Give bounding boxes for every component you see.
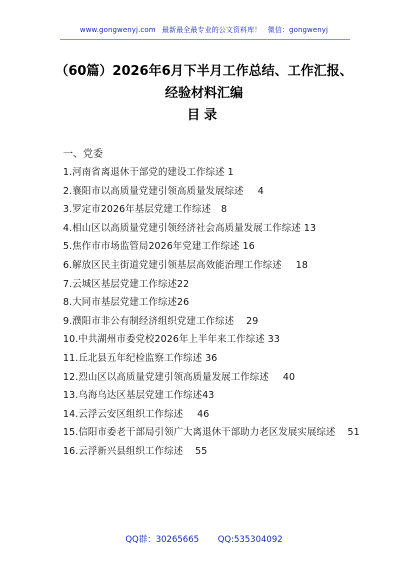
toc-entry-title: 15.信阳市委老干部局引领广大离退休干部助力老区发展实展综述 <box>63 427 336 439</box>
toc-entry-page: 46 <box>197 408 210 420</box>
header-website-link[interactable]: www.gongwenyj.com <box>79 26 156 34</box>
toc-entry[interactable] <box>63 201 383 220</box>
toc-entry[interactable] <box>63 183 383 202</box>
header-wechat: 微信：gongwenyj <box>267 26 329 34</box>
toc-entry[interactable] <box>63 276 383 295</box>
toc-entry[interactable] <box>63 387 383 406</box>
toc-entry[interactable] <box>63 220 383 239</box>
toc-entry-page: 40 <box>282 371 296 383</box>
toc-entry[interactable] <box>63 164 383 183</box>
toc-heading: 目录 <box>186 108 221 123</box>
toc-entry-title: 5.焦作市市场监管局2026年党建工作综述 <box>63 241 240 253</box>
toc-entry-title: 6.解放区民主街道党建引领基层高效能治理工作综述 <box>63 259 282 271</box>
toc-entry-page: 22 <box>177 278 190 290</box>
toc-entry[interactable] <box>63 257 383 276</box>
toc-entry-page: 33 <box>267 334 280 346</box>
toc-entry-page: 18 <box>295 259 309 271</box>
toc-entry-title: 9.濮阳市非公有制经济组织党建工作综述 <box>63 315 235 327</box>
toc-entry-title: 13.乌海乌达区基层党建工作综述 <box>63 390 203 402</box>
toc-entry-page: 13 <box>303 222 317 234</box>
toc-entry[interactable] <box>63 443 383 462</box>
section-heading: 一、党委 <box>63 149 103 160</box>
toc-entry[interactable] <box>63 424 375 443</box>
toc-entry-title: 1.河南省离退休干部党的建设工作综述 <box>63 167 225 178</box>
toc-entry[interactable] <box>63 238 383 257</box>
toc-entry-page: 51 <box>347 427 360 439</box>
page-header <box>0 25 408 35</box>
toc-entry-page: 4 <box>257 185 264 197</box>
toc-entry-title: 11.丘北县五年纪检监察工作综述 <box>63 352 203 364</box>
toc-entry-page: 36 <box>205 352 218 364</box>
document-title-line-1: （60篇）2026年6月下半月工作总结、工作汇报、 <box>55 64 353 79</box>
table-of-contents <box>63 164 383 462</box>
footer-qq-group: QQ群：30265665 <box>125 535 200 545</box>
toc-entry-title: 7.云城区基层党建工作综述 <box>63 278 178 290</box>
toc-entry-title: 8.大同市基层党建工作综述 <box>63 297 178 309</box>
document-title-line-2: 经验材料汇编 <box>164 86 243 101</box>
toc-entry-title: 14.云浮云安区组织工作综述 <box>63 408 184 420</box>
toc-entry-page: 26 <box>177 297 190 309</box>
toc-entry-title: 4.相山区以高质量党建引领经济社会高质量发展工作综述 <box>63 222 301 234</box>
toc-entry-title: 10.中共湖州市委党校2026年上半年来工作综述 <box>63 334 265 346</box>
toc-entry-page: 55 <box>195 445 208 457</box>
toc-entry-page: 43 <box>202 390 215 402</box>
header-slogan: 最新最全最专业的公文资料库！ <box>162 26 262 34</box>
toc-entry[interactable] <box>63 406 383 425</box>
toc-entry-title: 3.罗定市2026年基层党建工作综述 <box>63 204 212 216</box>
toc-entry-title: 16.云浮新兴县组织工作综述 <box>63 445 184 457</box>
header-divider <box>60 39 350 40</box>
toc-entry-page: 16 <box>242 241 255 253</box>
toc-entry-title: 2.襄阳市以高质量党建引领高质量发展综述 <box>63 185 244 197</box>
toc-entry[interactable] <box>63 331 383 350</box>
toc-entry[interactable] <box>63 350 383 369</box>
toc-entry-page: 1 <box>227 167 234 178</box>
toc-entry-page: 29 <box>246 315 259 327</box>
toc-entry-page: 8 <box>221 204 228 216</box>
footer-qq: QQ:535304092 <box>217 535 283 545</box>
toc-entry[interactable] <box>63 294 383 313</box>
toc-entry[interactable] <box>63 313 383 332</box>
page-footer <box>0 533 408 545</box>
toc-entry-title: 12.烈山区以高质量党建引领高质量发展工作综述 <box>63 371 269 383</box>
toc-entry[interactable] <box>63 369 383 388</box>
